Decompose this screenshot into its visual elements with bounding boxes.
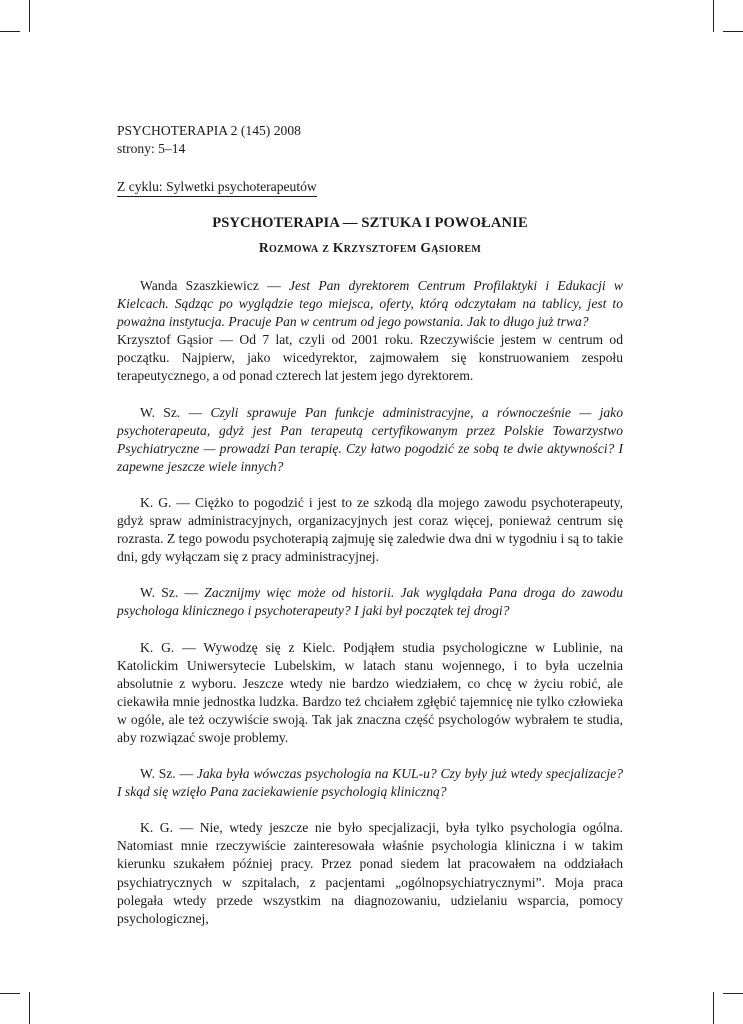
question-text: Zacznijmy więc może od historii. Jak wyglądała Pana droga do zawodu psychologa klinicznego i psychoterapeuty? I jaki był początek tej drogi? xyxy=(117,585,624,619)
speaker-label: Krzysztof Gąsior — xyxy=(117,332,240,348)
question-text: Jaka była wówczas psychologia na KUL-u? Czy były już wtedy specjalizacje? I skąd się wzięło Pana zaciekawienie psychologią kliniczną? xyxy=(117,766,623,800)
page-range: strony: 5–14 xyxy=(117,141,186,156)
crop-mark-top-right-vertical xyxy=(713,0,714,32)
crop-mark-top-right-horizontal xyxy=(723,31,743,32)
crop-mark-top-left-vertical xyxy=(29,0,30,32)
speaker-label: K. G. — xyxy=(140,820,200,836)
speaker-label: W. Sz. — xyxy=(140,404,211,420)
dialogue-paragraph xyxy=(117,765,623,801)
crop-mark-bottom-right-horizontal xyxy=(723,993,743,994)
answer-text: Od 7 lat, czyli od 2001 roku. Rzeczywiście jestem w centrum od początku. Najpierw, jako wicedyrektor, zajmowałem się konstruowaniem zespołu terapeutycznego, a od ponad czterech lat jestem jego dyrektorem. xyxy=(117,332,623,384)
dialogue-paragraph xyxy=(117,494,623,566)
crop-mark-bottom-left-vertical xyxy=(29,992,30,1024)
speaker-label: K. G. — xyxy=(140,639,204,655)
crop-mark-top-left-horizontal xyxy=(0,31,20,32)
question-text: Jest Pan dyrektorem Centrum Profilaktyki i Edukacji w Kielcach. Sądząc po wyglądzie tego miejsca, oferty, którą odczytałam na tablicy, jest to poważna instytucja. Pracuje Pan w centrum od jego powstania. Jak to długo już trwa? xyxy=(117,278,623,330)
dialogue-paragraph xyxy=(117,639,623,748)
speaker-label: W. Sz. — xyxy=(140,585,205,601)
answer-text: Ciężko to pogodzić i jest to ze szkodą dla mojego zawodu psychoterapeuty, gdyż spraw administracyjnych, organizacyjnych jest coraz więcej, ponieważ centrum się rozrasta. Z tego powodu psychoterapią zajmuję się zaledwie dwa dni w tygodniu i są to takie dni, gdy wyłączam się z pracy administracyjnej. xyxy=(117,494,623,565)
interview-body xyxy=(117,277,623,928)
crop-mark-bottom-left-horizontal xyxy=(0,993,20,994)
dialogue-paragraph xyxy=(117,819,623,928)
answer-text: Nie, wtedy jeszcze nie było specjalizacji, była tylko psychologia ogólna. Natomiast mnie rzeczywiście zainteresowała właśnie psychologia kliniczna i w takim kierunku szukałem później pracy. Przez ponad siedem lat pracowałem na oddziałach psychiatrycznych w szpitalach, z pacjentami „ogólnopsychiatrycznymi”. Moja praca polegała wtedy przede wszystkim na diagnozowaniu, udzielaniu wsparcia, pomocy psychologicznej, xyxy=(117,820,623,926)
dialogue-paragraph xyxy=(117,277,623,331)
article-subtitle: Rozmowa z Krzysztofem Gąsiorem xyxy=(258,240,482,255)
question-text: Czyli sprawuje Pan funkcje administracyjne, a równocześnie — jako psychoterapeuta, gdyż jest Pan terapeutą certyfikowanym przez Polskie Towarzystwo Psychiatryczne — prowadzi Pan terapię. Czy łatwo pogodzić ze sobą te dwie aktywności? I zapewne jeszcze wiele innych? xyxy=(117,404,624,474)
dialogue-paragraph xyxy=(117,584,623,620)
dialogue-paragraph xyxy=(117,404,623,476)
speaker-label: K. G. — xyxy=(140,494,195,510)
answer-text: Wywodzę się z Kielc. Podjąłem studia psychologiczne w Lublinie, na Katolickim Uniwersytecie Lubelskim, w latach stanu wojennego, i to była uczelnia absolutnie z wyboru. Jeszcze wtedy nie bardzo wiedziałem, co chcę w życiu robić, ale ciekawiła mnie jednostka ludzka. Bardzo też chciałem zgłębić tajemnicę nie tylko człowieka w ogóle, ale też oczywiście swoją. Tak jak znaczna część psychologów wybrałem te studia, aby rozwiązać swoje problemy. xyxy=(117,639,623,745)
journal-info: PSYCHOTERAPIA 2 (145) 2008 xyxy=(117,123,301,138)
crop-mark-bottom-right-vertical xyxy=(713,992,714,1024)
dialogue-paragraph xyxy=(117,331,623,385)
article-title: PSYCHOTERAPIA — SZTUKA I POWOŁANIE xyxy=(212,215,528,231)
series-label: Z cyklu: Sylwetki psychoterapeutów xyxy=(117,179,317,197)
speaker-label: Wanda Szaszkiewicz — xyxy=(140,278,289,293)
page-content xyxy=(117,122,623,928)
speaker-label: W. Sz. — xyxy=(140,766,197,782)
